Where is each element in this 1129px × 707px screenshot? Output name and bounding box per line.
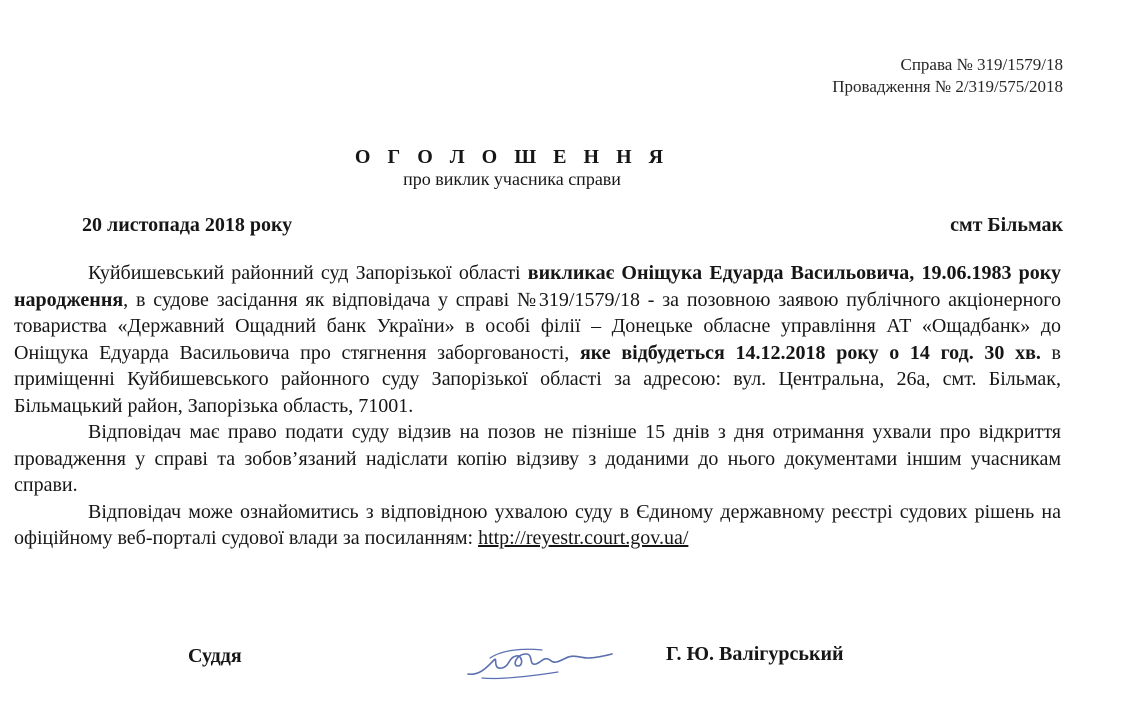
announcement-body: [14, 260, 1061, 552]
judge-role-label: Суддя: [188, 645, 242, 667]
judge-name: Г. Ю. Валігурський: [666, 643, 844, 665]
document-date: 20 листопада 2018 року: [82, 214, 293, 236]
summons-person: викликає Оніщука Едуарда Васильовича, 19.06.1983 року народження: [14, 262, 1061, 311]
proceeding-number: Провадження № 2/319/575/2018: [832, 77, 1063, 96]
paragraph-summons: [14, 260, 1061, 419]
paragraph-registry: [14, 499, 1061, 552]
document-heading: [0, 145, 1024, 189]
summons-address: в приміщенні Куйбишевського районного суду Запорізької області за адресою: вул. Центральна, 26а, смт. Більмак, Більмацький район, Запорізька область, 71001.: [14, 341, 1061, 417]
summons-hearing-time: яке відбудеться 14.12.2018 року о 14 год. 30 хв.: [579, 341, 1041, 364]
document-subtitle: про виклик учасника справи: [403, 169, 621, 189]
paragraph-response-right: Відповідач має право подати суду відзив на позов не пізніше 15 днів з дня отримання ухвали про відкриття провадження у справі та зобов’язаний надіслати копію відзиву з доданими до нього документами іншим учасникам справи.: [14, 421, 1061, 496]
date-place-row: [82, 214, 1063, 237]
document-place: смт Більмак: [950, 214, 1063, 236]
summons-court: Куйбишевський районний суд Запорізької області: [88, 262, 528, 284]
handwritten-signature: [462, 636, 622, 686]
registry-link[interactable]: http://reyestr.court.gov.ua/: [478, 527, 689, 549]
case-reference: [832, 54, 1063, 98]
registry-text: Відповідач може ознайомитись з відповідною ухвалою суду в Єдиному державному реєстрі судових рішень на офіційному веб-порталі судової влади за посиланням:: [14, 500, 1061, 549]
summons-details: , в судове засідання як відповідача у справі №319/1579/18 - за позовною заявою публічного акціонерного товариства «Державний Ощадний банк України» в особі філії – Донецьке обласне управління АТ «Ощадбанк» до Оніщука Едуарда Васильовича про стягнення заборгованості,: [14, 288, 1061, 364]
document-title: О Г О Л О Ш Е Н Н Я: [354, 146, 670, 168]
case-number: Справа № 319/1579/18: [900, 55, 1063, 74]
